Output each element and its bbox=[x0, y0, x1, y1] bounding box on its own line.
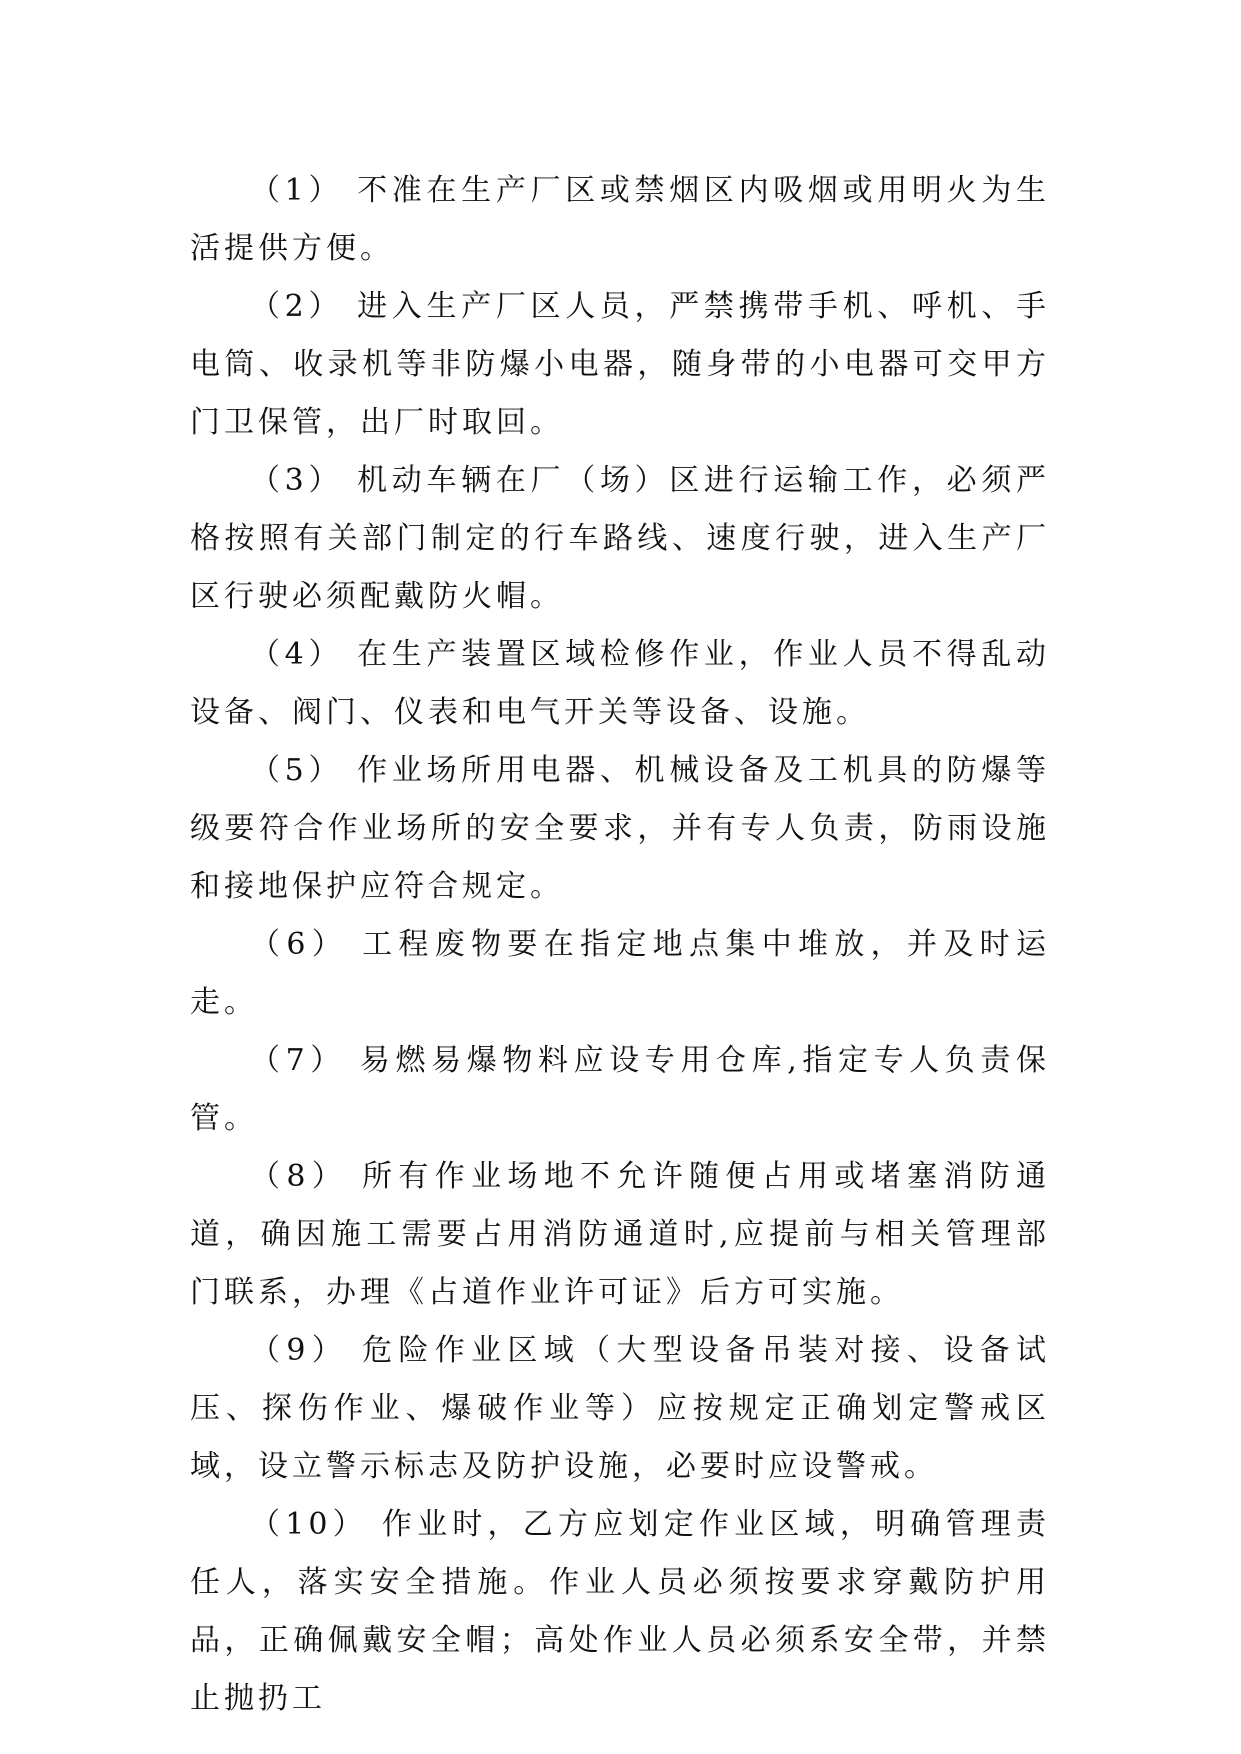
paragraph-8 bbox=[190, 1148, 1050, 1322]
paragraph-number: （5） bbox=[250, 753, 344, 788]
paragraph-10 bbox=[190, 1496, 1050, 1728]
paragraph-7 bbox=[190, 1032, 1050, 1148]
paragraph-text: 危险作业区域（大型设备吊装对接、设备试压、探伤作业、爆破作业等）应按规定正确划定警戒区域，设立警示标志及防护设施，必要时应设警戒。 bbox=[190, 1333, 1050, 1484]
paragraph-text: 作业场所用电器、机械设备及工机具的防爆等级要符合作业场所的安全要求，并有专人负责，防雨设施和接地保护应符合规定。 bbox=[190, 753, 1050, 904]
paragraph-5 bbox=[190, 742, 1050, 916]
paragraph-text: 所有作业场地不允许随便占用或堵塞消防通道，确因施工需要占用消防通道时,应提前与相关管理部门联系，办理《占道作业许可证》后方可实施。 bbox=[190, 1159, 1050, 1310]
paragraph-number: （8） bbox=[250, 1159, 349, 1194]
paragraph-4 bbox=[190, 626, 1050, 742]
document-body bbox=[190, 162, 1050, 1728]
paragraph-number: （4） bbox=[250, 637, 344, 672]
paragraph-2 bbox=[190, 278, 1050, 452]
paragraph-6 bbox=[190, 916, 1050, 1032]
paragraph-text: 进入生产厂区人员，严禁携带手机、呼机、手电筒、收录机等非防爆小电器，随身带的小电器可交甲方门卫保管，出厂时取回。 bbox=[190, 289, 1050, 440]
paragraph-number: （7） bbox=[250, 1043, 346, 1078]
paragraph-number: （6） bbox=[250, 927, 349, 962]
paragraph-text: 工程废物要在指定地点集中堆放，并及时运走。 bbox=[190, 927, 1050, 1020]
paragraph-number: （2） bbox=[250, 289, 344, 324]
paragraph-text: 在生产装置区域检修作业，作业人员不得乱动设备、阀门、仪表和电气开关等设备、设施。 bbox=[190, 637, 1050, 730]
paragraph-number: （10） bbox=[250, 1507, 368, 1542]
paragraph-text: 易燃易爆物料应设专用仓库,指定专人负责保管。 bbox=[190, 1043, 1050, 1136]
paragraph-9 bbox=[190, 1322, 1050, 1496]
paragraph-text: 机动车辆在厂（场）区进行运输工作，必须严格按照有关部门制定的行车路线、速度行驶，进入生产厂区行驶必须配戴防火帽。 bbox=[190, 463, 1050, 614]
paragraph-3 bbox=[190, 452, 1050, 626]
paragraph-text: 作业时，乙方应划定作业区域，明确管理责任人，落实安全措施。作业人员必须按要求穿戴防护用品，正确佩戴安全帽；高处作业人员必须系安全带，并禁止抛扔工 bbox=[190, 1507, 1050, 1716]
paragraph-text: 不准在生产厂区或禁烟区内吸烟或用明火为生活提供方便。 bbox=[190, 173, 1050, 266]
paragraph-number: （9） bbox=[250, 1333, 349, 1368]
paragraph-1 bbox=[190, 162, 1050, 278]
paragraph-number: （1） bbox=[250, 173, 344, 208]
paragraph-number: （3） bbox=[250, 463, 344, 498]
